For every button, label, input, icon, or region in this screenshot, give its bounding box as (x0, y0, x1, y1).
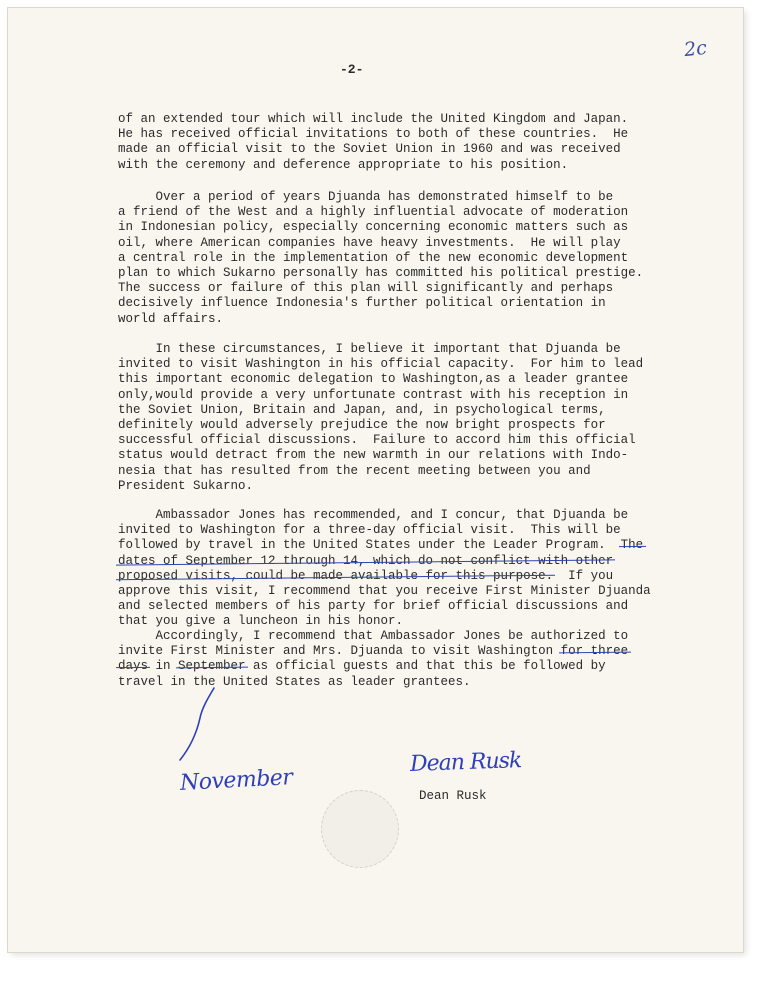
text-line: oil, where American companies have heavy investments. He will play (118, 235, 621, 250)
plain-text: followed by travel in the United States under the Leader Program. (118, 538, 621, 553)
handwritten-signature: Dean Rusk (409, 748, 522, 777)
insertion-stroke (180, 688, 214, 760)
text-line: Accordingly, I recommend that Ambassador Jones be authorized to (118, 629, 629, 643)
struck-text: proposed visits, could be made available for this purpose. (118, 568, 554, 583)
struck-text: The (620, 538, 644, 553)
page-number: -2- (340, 62, 364, 77)
text-line: plan to which Sukarno personally has committed his political prestige. (118, 265, 644, 280)
plain-text: as official guests and that this be followed by (245, 659, 606, 674)
text-line: approve this visit, I recommend that you receive First Minister Djuanda (118, 583, 651, 598)
document-sheet (8, 8, 743, 952)
struck-text: September (178, 659, 246, 674)
text-line: invited to visit Washington in his official capacity. For him to lead (118, 357, 644, 372)
text-line: the Soviet Union, Britain and Japan, and, in psychological terms, (118, 402, 606, 417)
text-line: with the ceremony and deference appropriate to his position. (118, 157, 569, 172)
text-line: in Indonesian policy, especially concerning economic matters such as (118, 220, 629, 235)
struck-text: for three (560, 644, 629, 659)
text-line: that you give a luncheon in his honor. (118, 614, 404, 629)
text-line: a central role in the implementation of the new economic development (118, 250, 629, 265)
typed-signature-name: Dean Rusk (419, 789, 487, 803)
text-line: President Sukarno. (118, 478, 254, 493)
text-line: made an official visit to the Soviet Union in 1960 and was received (118, 142, 621, 157)
text-line: status would detract from the new warmth in our relations with Indo- (118, 448, 629, 463)
text-line: invited to Washington for a three-day official visit. This will be (118, 523, 621, 538)
struck-text: dates of September 12 through 14, which do not conflict with other (118, 553, 614, 568)
text-line: travel in the United States as leader grantees. (118, 674, 471, 689)
text-line: definitely would adversely prejudice the now bright prospects for (118, 417, 606, 432)
text-line: this important economic delegation to Washington,as a leader grantee (118, 372, 629, 387)
text-line: Ambassador Jones has recommended, and I concur, that Djuanda be (118, 508, 629, 522)
text-line: The success or failure of this plan will significantly and perhaps (118, 281, 614, 296)
text-line: He has received official invitations to both of these countries. He (118, 127, 629, 142)
plain-text: invite First Minister and Mrs. Djuanda to visit Washington (118, 644, 561, 659)
struck-text: days (118, 659, 149, 674)
text-line: and selected members of his party for brief official discussions and (118, 599, 629, 614)
text-line: decisively influence Indonesia's further political orientation in (118, 296, 606, 311)
handwritten-page-note: 2c (682, 36, 708, 62)
text-line: In these circumstances, I believe it important that Djuanda be (118, 342, 621, 356)
text-line: only,would provide a very unfortunate contrast with his reception in (118, 387, 629, 402)
text-line: world affairs. (118, 311, 224, 326)
text-line: a friend of the West and a highly influential advocate of moderation (118, 205, 629, 220)
handwritten-month: November (179, 765, 294, 796)
plain-text: If you (553, 568, 614, 583)
text-line: successful official discussions. Failure to accord him this official (118, 433, 636, 448)
embossed-stamp (321, 790, 399, 868)
text-line: Over a period of years Djuanda has demonstrated himself to be (118, 190, 614, 204)
text-line: nesia that has resulted from the recent meeting between you and (118, 463, 591, 478)
text-line: of an extended tour which will include the United Kingdom and Japan. (118, 112, 629, 126)
plain-text: in (148, 659, 179, 674)
